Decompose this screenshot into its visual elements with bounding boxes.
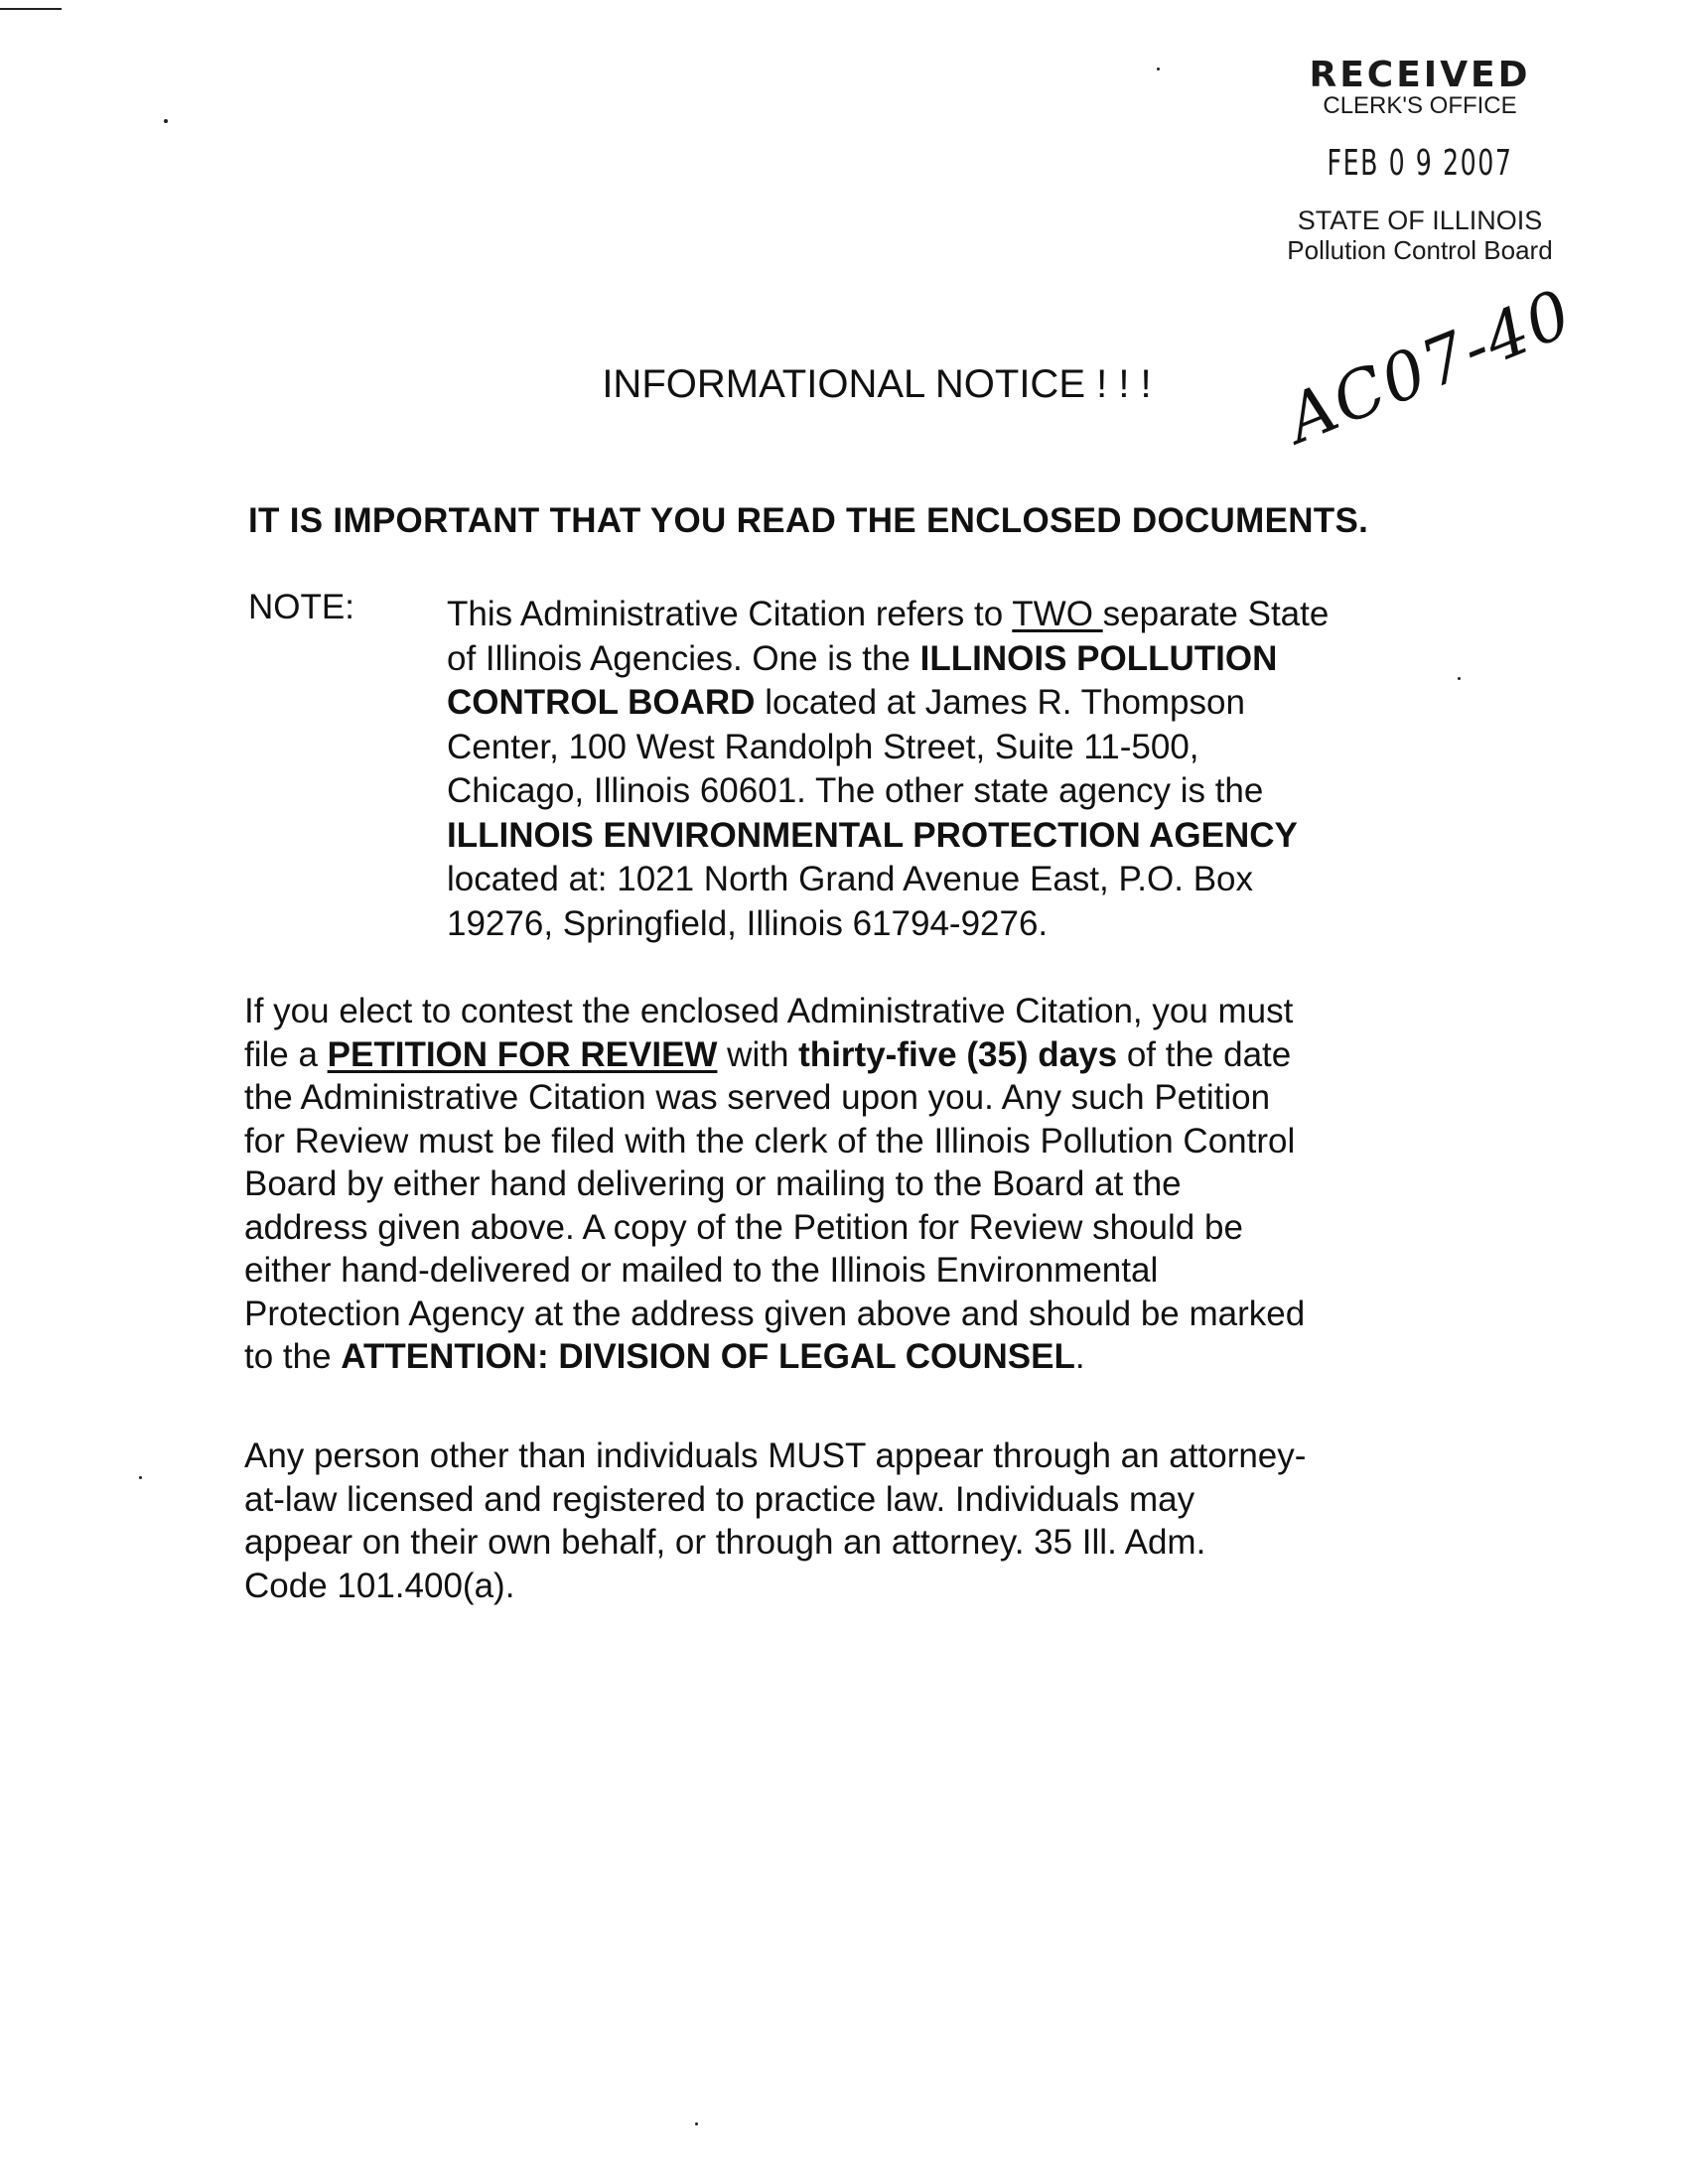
text-line	[447, 814, 1450, 859]
text-line: the Administrative Citation was served upon you. Any such Petition	[244, 1078, 1271, 1117]
text-run: with	[717, 1034, 799, 1074]
page-title: INFORMATIONAL NOTICE ! ! !	[602, 362, 1152, 406]
text-run: of Illinois Agencies. One is the	[447, 638, 920, 678]
text-line: either hand-delivered or mailed to the Illinois Environmental	[244, 1251, 1159, 1290]
underlined-text: TWO	[1012, 595, 1103, 633]
text-line: for Review must be filed with the clerk of the Illinois Pollution Control	[244, 1121, 1296, 1160]
text-line: Center, 100 West Randolph Street, Suite 11-500,	[447, 727, 1199, 766]
scan-line	[0, 8, 62, 10]
text-run: separate State	[1102, 595, 1330, 633]
text-line: 19276, Springfield, Illinois 61794-9276.	[447, 903, 1049, 943]
received-stamp	[1231, 55, 1609, 265]
handwritten-case-number: AC07-40	[1276, 274, 1584, 459]
text-run: of the date	[1117, 1034, 1292, 1074]
text-line	[447, 593, 1450, 637]
bold-text: CONTROL BOARD	[447, 683, 756, 722]
text-run: This Administrative Citation refers to	[447, 595, 1013, 633]
text-line: appear on their own behalf, or through an attorney. 35 Ill. Adm.	[244, 1523, 1206, 1562]
text-line: located at: 1021 North Grand Avenue East, P.O. Box	[447, 860, 1254, 898]
text-line	[447, 681, 1450, 726]
scan-speck	[139, 1476, 142, 1479]
stamp-state: STATE OF ILLINOIS	[1297, 205, 1543, 235]
text-line: Code 101.400(a).	[244, 1566, 515, 1605]
scan-speck	[695, 2122, 698, 2125]
text-line	[244, 1033, 1456, 1077]
bold-text: ILLINOIS ENVIRONMENTAL PROTECTION AGENCY	[447, 815, 1298, 855]
text-run: located at James R. Thompson	[755, 683, 1245, 722]
text-line: If you elect to contest the enclosed Administrative Citation, you must	[244, 992, 1294, 1030]
note-label: NOTE:	[248, 588, 354, 626]
note-paragraph	[447, 593, 1450, 946]
stamp-received: RECEIVED	[1309, 55, 1531, 95]
text-line	[447, 637, 1450, 682]
text-line: Any person other than individuals MUST appear through an attorney-	[244, 1436, 1307, 1475]
bold-text: thirty-five (35) days	[798, 1034, 1118, 1074]
text-line: Board by either hand delivering or mailing to the Board at the	[244, 1164, 1182, 1203]
bold-text: ATTENTION: DIVISION OF LEGAL COUNSEL	[341, 1337, 1075, 1376]
attorney-paragraph	[244, 1434, 1456, 1607]
text-run: to the	[244, 1337, 342, 1376]
stamp-date: FEB 0 9 2007	[1327, 143, 1513, 184]
scan-speck	[1157, 68, 1160, 70]
text-line: Chicago, Illinois 60601. The other state agency is the	[447, 771, 1264, 810]
text-line: at-law licensed and registered to practice law. Individuals may	[244, 1479, 1195, 1519]
important-heading: IT IS IMPORTANT THAT YOU READ THE ENCLOSED DOCUMENTS.	[248, 501, 1369, 540]
stamp-office: CLERK'S OFFICE	[1323, 92, 1517, 119]
petition-paragraph	[244, 990, 1456, 1379]
petition-for-review-text: PETITION FOR REVIEW	[327, 1034, 718, 1074]
text-line	[244, 1335, 1456, 1379]
bold-text: ILLINOIS POLLUTION	[919, 638, 1278, 678]
text-line: Protection Agency at the address given above and should be marked	[244, 1294, 1306, 1333]
stamp-board: Pollution Control Board	[1287, 235, 1553, 265]
scan-speck	[164, 119, 168, 123]
text-line: address given above. A copy of the Petition for Review should be	[244, 1207, 1243, 1247]
text-run: file a	[244, 1034, 328, 1074]
scan-speck	[1458, 677, 1461, 680]
text-run: .	[1074, 1337, 1085, 1376]
